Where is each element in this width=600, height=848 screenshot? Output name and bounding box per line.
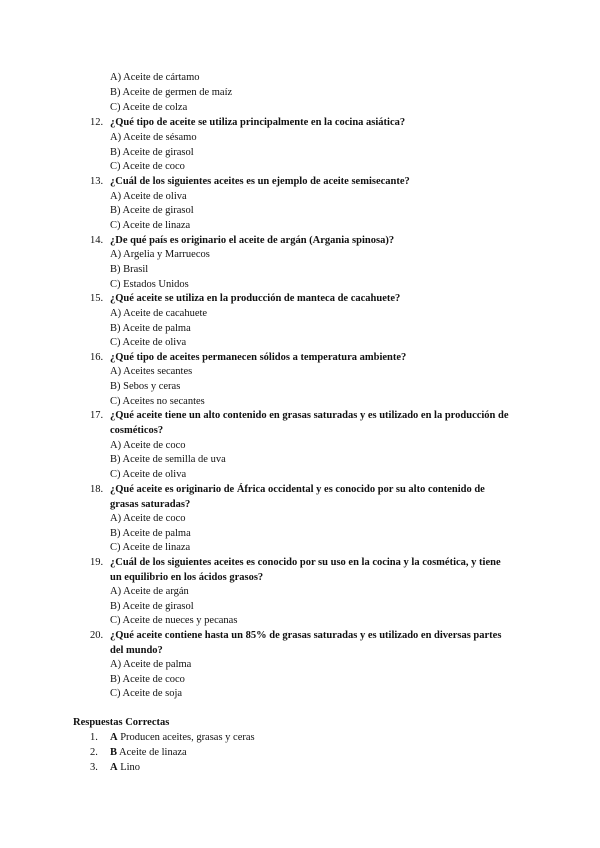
answer-item: [110, 761, 140, 775]
answer-number: 1.: [90, 732, 98, 743]
option-line: A) Aceites secantes: [110, 366, 193, 377]
option-line: C) Aceite de oliva: [110, 337, 187, 348]
answer-item: [110, 746, 187, 760]
option-line: A) Aceite de palma: [110, 659, 192, 670]
option-line: C) Aceite de oliva: [110, 469, 187, 480]
option-line: C) Aceite de coco: [110, 161, 185, 172]
option-line: B) Aceite de girasol: [110, 205, 194, 216]
option-line: C) Aceite de soja: [110, 688, 183, 699]
question-number: 14.: [90, 235, 104, 246]
question-text: ¿Qué tipo de aceites permanecen sólidos a temperatura ambiente?: [110, 352, 407, 363]
answer-item: [110, 731, 255, 745]
option-line: C) Aceite de linaza: [110, 542, 191, 553]
option-line: A) Aceite de cacahuete: [110, 308, 208, 319]
question-text: ¿Cuál de los siguientes aceites es conocido por su uso en la cocina y la cosmética, y tiene un equilibrio en los ácidos grasos?: [110, 557, 501, 583]
option-line: B) Aceite de girasol: [110, 601, 194, 612]
question-number: 16.: [90, 352, 104, 363]
question-text: ¿Qué tipo de aceite se utiliza principalmente en la cocina asiática?: [110, 117, 406, 128]
answer-text: Aceite de linaza: [117, 747, 187, 758]
option-line: C) Aceite de nueces y pecanas: [110, 615, 238, 626]
option-line: A) Aceite de argán: [110, 586, 189, 597]
answers-heading: Respuestas Correctas: [73, 717, 170, 728]
option-line: A) Aceite de oliva: [110, 191, 187, 202]
question-text: ¿Cuál de los siguientes aceites es un ejemplo de aceite semisecante?: [110, 176, 410, 187]
question-number: 13.: [90, 176, 104, 187]
option-line: C) Aceites no secantes: [110, 396, 205, 407]
option-line: B) Brasil: [110, 264, 149, 275]
option-line: A) Aceite de coco: [110, 513, 186, 524]
option-line: A) Argelia y Marruecos: [110, 249, 210, 260]
answer-letter: A: [110, 732, 118, 743]
question-number: 15.: [90, 293, 104, 304]
answer-letter: B: [110, 747, 118, 758]
option-line: B) Aceite de girasol: [110, 147, 194, 158]
option-line: C) Aceite de linaza: [110, 220, 191, 231]
question-number: 19.: [90, 557, 104, 568]
question-text: ¿Qué aceite se utiliza en la producción de manteca de cacahuete?: [110, 293, 401, 304]
option-line: A) Aceite de sésamo: [110, 132, 197, 143]
answer-number: 2.: [90, 747, 98, 758]
question-number: 12.: [90, 117, 104, 128]
option-line: A) Aceite de cártamo: [110, 72, 200, 83]
question-text: ¿Qué aceite tiene un alto contenido en grasas saturadas y es utilizado en la producción de cosméticos?: [110, 410, 509, 436]
option-line: B) Aceite de coco: [110, 674, 185, 685]
question-number: 18.: [90, 484, 104, 495]
option-line: C) Aceite de colza: [110, 102, 188, 113]
answer-text: Lino: [117, 762, 141, 773]
question-text: ¿Qué aceite contiene hasta un 85% de grasas saturadas y es utilizado en diversas partes del mundo?: [110, 630, 502, 656]
option-line: A) Aceite de coco: [110, 440, 186, 451]
option-line: B) Aceite de palma: [110, 323, 191, 334]
answer-letter: A: [110, 762, 118, 773]
option-line: B) Sebos y ceras: [110, 381, 181, 392]
option-line: B) Aceite de germen de maíz: [110, 87, 233, 98]
question-number: 20.: [90, 630, 104, 641]
question-text: ¿De qué país es originario el aceite de argán (Argania spinosa)?: [110, 235, 395, 246]
answer-number: 3.: [90, 762, 98, 773]
option-line: B) Aceite de semilla de uva: [110, 454, 226, 465]
answer-text: Producen aceites, grasas y ceras: [117, 732, 255, 743]
option-line: C) Estados Unidos: [110, 279, 189, 290]
option-line: B) Aceite de palma: [110, 528, 191, 539]
question-text: ¿Qué aceite es originario de África occidental y es conocido por su alto contenido de grasas saturadas?: [110, 484, 485, 510]
question-number: 17.: [90, 410, 104, 421]
